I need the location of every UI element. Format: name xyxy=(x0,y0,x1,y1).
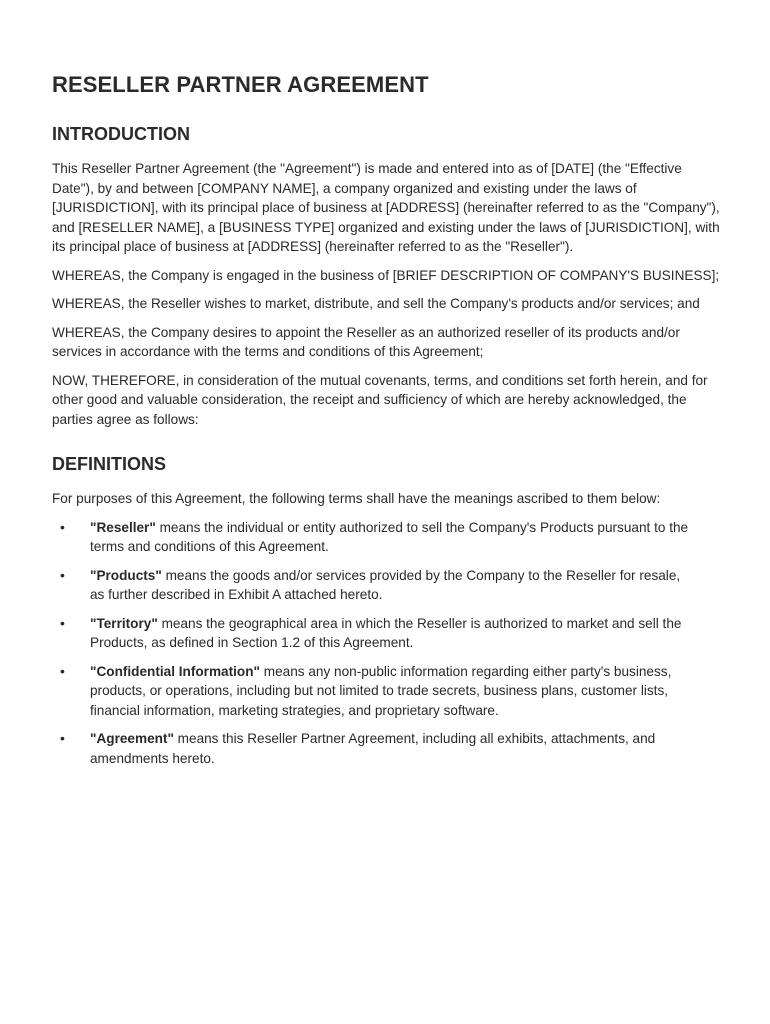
definition-item-agreement xyxy=(52,729,692,768)
intro-paragraph: This Reseller Partner Agreement (the "Agreement") is made and entered into as of [DATE] (the "Effective Date"), by and between [COMPANY NAME], a company organized and existing under the laws of [JURISDICTION], with its principal place of business at [ADDRESS] (hereinafter referred to as the "Company"), and [RESELLER NAME], a [BUSINESS TYPE] organized and existing under the laws of [JURISDICTION], with its principal place of business at [ADDRESS] (hereinafter referred to as the "Reseller"). xyxy=(52,161,720,254)
definition-text: means the individual or entity authorized to sell the Company's Products pursuant to the terms and conditions of this Agreement. xyxy=(90,519,689,554)
bullet-icon: • xyxy=(60,662,65,679)
document-title: RESELLER PARTNER AGREEMENT xyxy=(52,72,429,97)
definition-item-reseller xyxy=(52,518,692,557)
introduction-heading: INTRODUCTION xyxy=(52,124,190,144)
definition-term: "Reseller" xyxy=(90,519,156,535)
bullet-icon: • xyxy=(60,518,65,535)
whereas-paragraph-2: WHEREAS, the Reseller wishes to market, distribute, and sell the Company's products and/or services; and xyxy=(52,296,700,311)
definitions-intro: For purposes of this Agreement, the following terms shall have the meanings ascribed to them below: xyxy=(52,491,661,506)
bullet-icon: • xyxy=(60,566,65,583)
whereas-paragraph-3: WHEREAS, the Company desires to appoint the Reseller as an authorized reseller of its products and/or services in accordance with the terms and conditions of this Agreement; xyxy=(52,324,680,359)
definition-term: "Agreement" xyxy=(90,731,174,746)
definition-text: means the goods and/or services provided by the Company to the Reseller for resale, as further described in Exhibit A attached hereto. xyxy=(90,567,681,602)
definitions-list xyxy=(52,518,692,769)
definition-term: "Confidential Information" xyxy=(90,663,260,679)
whereas-paragraph-1: WHEREAS, the Company is engaged in the business of [BRIEF DESCRIPTION OF COMPANY'S BUSINESS]; xyxy=(52,267,720,283)
definition-text: means any non-public information regarding either party's business, products, or operations, including but not limited to trade secrets, business plans, customer lists, financial information, marketing strategies, and proprietary software. xyxy=(90,663,672,718)
definition-term: "Territory" xyxy=(90,615,158,631)
definition-item-territory xyxy=(52,614,692,653)
definition-text: means this Reseller Partner Agreement, including all exhibits, attachments, and amendments hereto. xyxy=(90,731,656,766)
bullet-icon: • xyxy=(60,614,65,631)
definition-text: means the geographical area in which the Reseller is authorized to market and sell the Products, as defined in Section 1.2 of this Agreement. xyxy=(90,615,682,650)
section-spacer xyxy=(52,438,718,454)
definition-item-confidential-information xyxy=(52,662,692,721)
definitions-heading: DEFINITIONS xyxy=(52,454,167,474)
bullet-icon: • xyxy=(60,730,65,746)
definition-term: "Products" xyxy=(90,567,162,583)
definition-item-products xyxy=(52,566,692,605)
now-therefore-paragraph: NOW, THEREFORE, in consideration of the mutual covenants, terms, and conditions set forth herein, and for other good and valuable consideration, the receipt and sufficiency of which are hereby acknowledged, the parties agree as follows: xyxy=(52,372,708,427)
